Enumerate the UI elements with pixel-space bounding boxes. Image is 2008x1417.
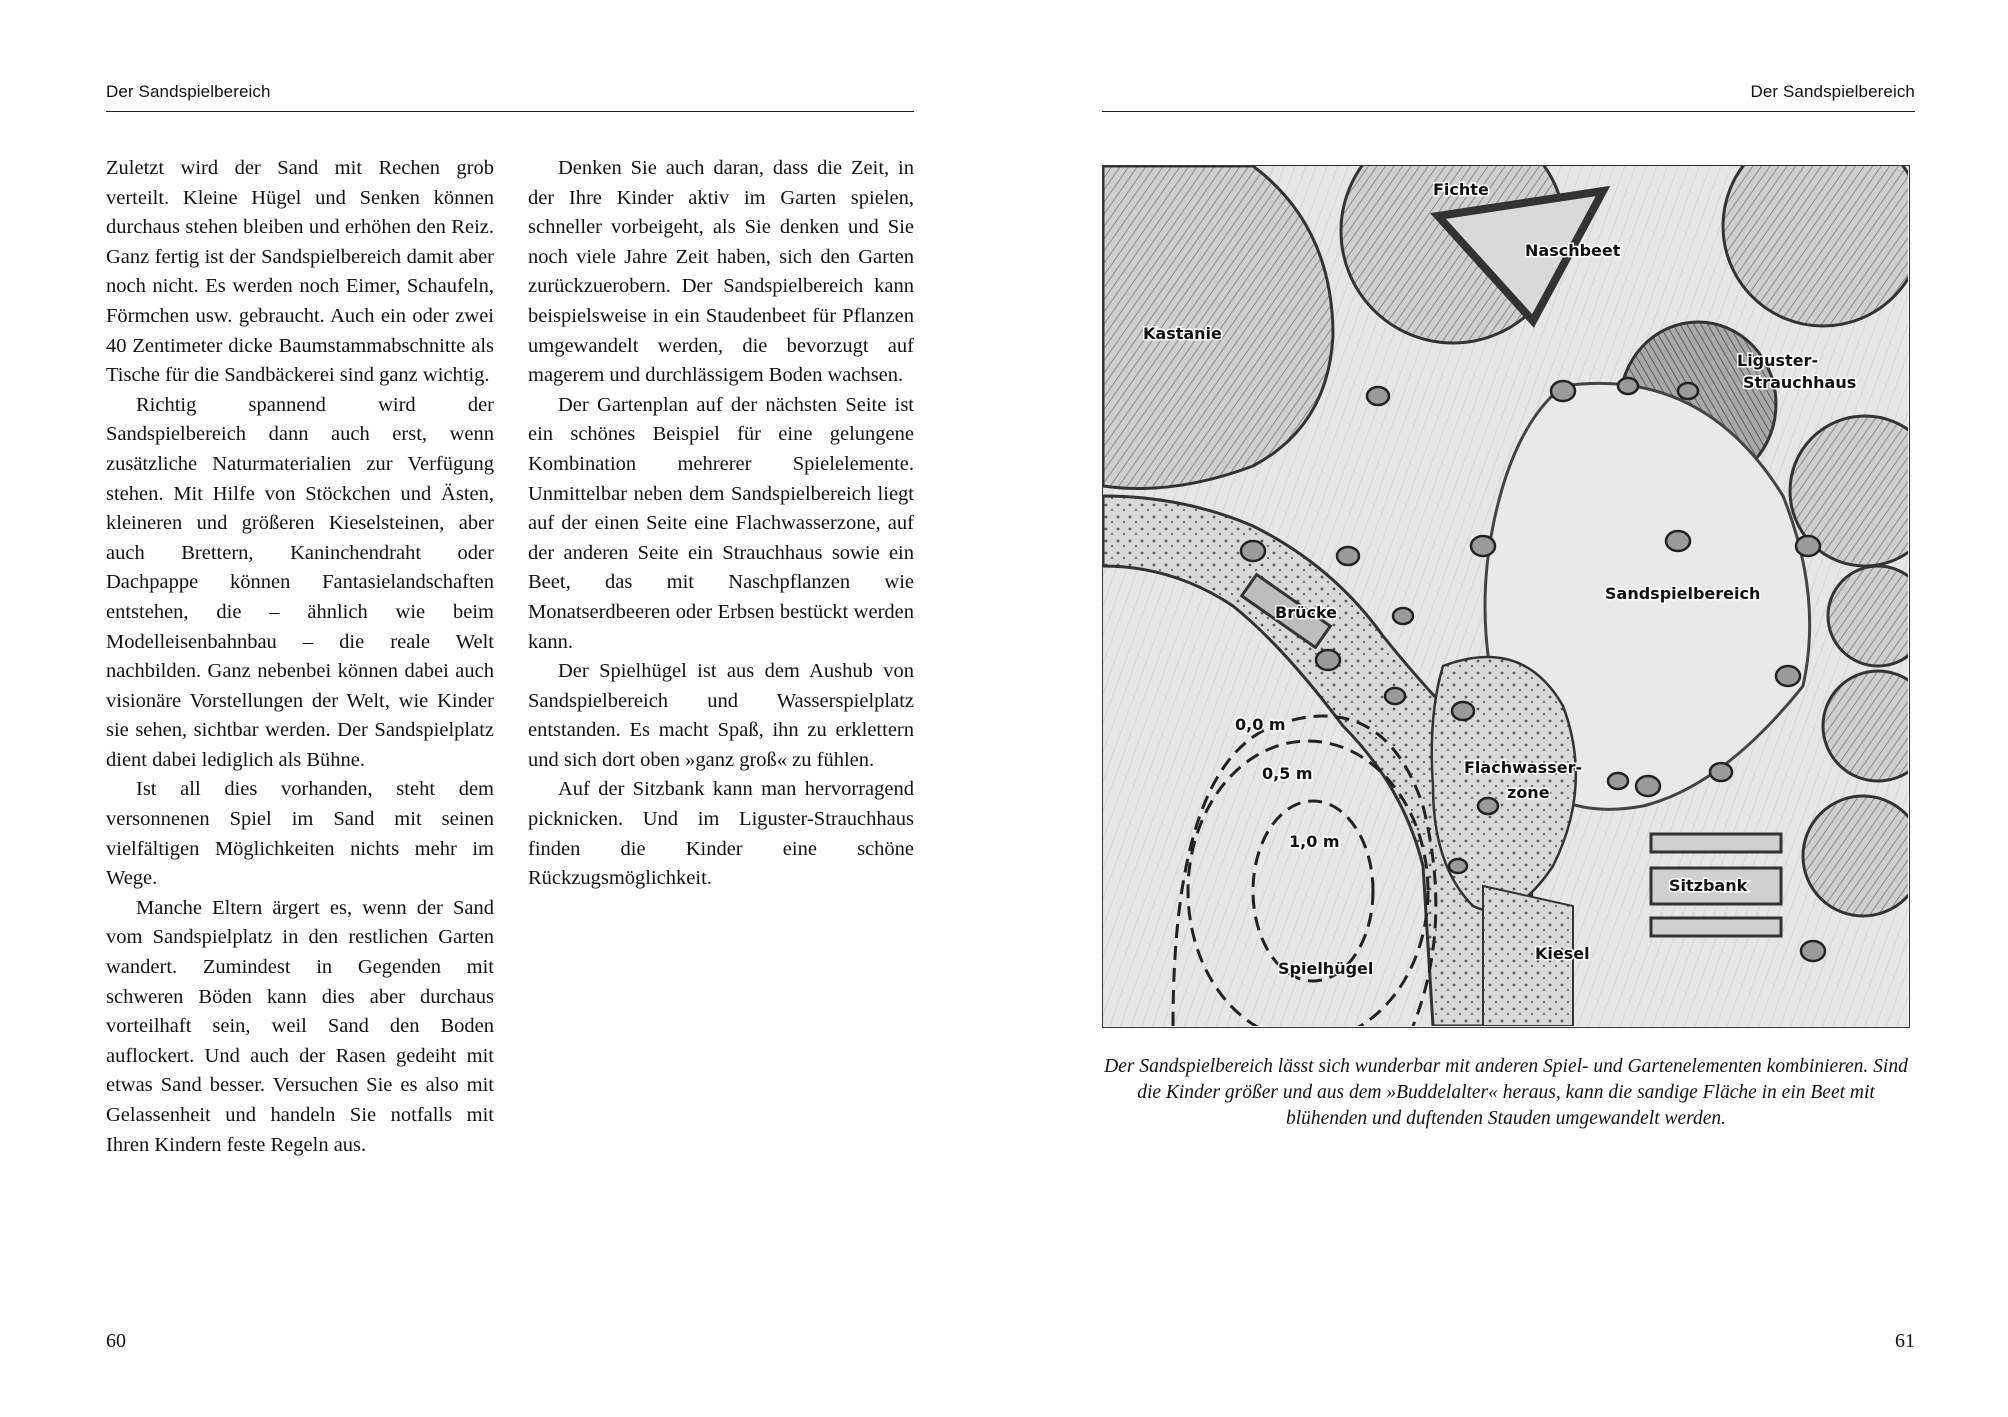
label-pebbles: Kiesel (1535, 944, 1590, 963)
paragraph: Manche Eltern ärgert es, wenn der Sand vom Sandspielplatz in den restlichen Garten wandert. Zumindest in Gegenden mit schweren Böden kann dies aber durchaus vorteilhaft sein, weil Sand den Boden auflockert. Und auch der Rasen gedeiht mit etwas Sand besser. Versuchen Sie es also mit Gelassenheit und handeln Sie notfalls mit Ihren Kindern feste Regeln aus. (106, 896, 494, 1156)
paragraph: Der Gartenplan auf der nächsten Seite ist ein schönes Beispiel für eine gelungene Kombination mehrerer Spielelemente. Unmittelbar neben dem Sandspielbereich liegt auf der einen Seite eine Flachwasserzone, auf der anderen Seite ein Strauchhaus sowie ein Beet, das mit Naschpflanzen wie Monatserdbeeren oder Erbsen bestückt werden kann. (528, 393, 914, 653)
garden-plan-figure (1102, 165, 1910, 1028)
label-height-10: 1,0 m (1289, 832, 1340, 851)
garden-plan-drawing (1103, 166, 1908, 1026)
paragraph: Ist all dies vorhanden, steht dem versonnenen Spiel im Sand mit seinen vielfältigen Möglichkeiten nichts mehr im Wege. (106, 778, 494, 890)
text-column-1 (106, 154, 494, 1160)
page-number-right: 61 (1895, 1330, 1915, 1352)
label-chestnut: Kastanie (1143, 324, 1222, 343)
label-sandpit: Sandspielbereich (1605, 584, 1761, 603)
paragraph: Denken Sie auch daran, dass die Zeit, in der Ihre Kinder aktiv im Garten spielen, schneller vorbeigeht, als Sie denken und Sie noch viele Jahre Zeit haben, sich den Garten zurückzuerobern. Der Sandspielbereich kann beispielsweise in ein Staudenbeet für Pflanzen umgewandelt werden, die bevorzugt auf magerem und durchlässigem Boden wachsen. (528, 157, 914, 387)
running-header-right: Der Sandspielbereich (1750, 82, 1915, 101)
paragraph: Der Spielhügel ist aus dem Aushub von Sandspielbereich und Wasserspielplatz entstanden. Es macht Spaß, ihn zu erklettern und sich dort oben »ganz groß« zu fühlen. (528, 660, 914, 771)
header-rule-right (1102, 111, 1915, 112)
paragraph: Richtig spannend wird der Sandspielbereich dann auch erst, wenn zusätzliche Naturmaterialien zur Verfügung stehen. Mit Hilfe von Stöckchen und Ästen, kleineren und größeren Kieselsteinen, aber auch Brettern, Kaninchendraht oder Dachpappe können Fantasielandschaften entstehen, die – ähnlich wie beim Modelleisenbahnbau – die reale Welt nachbilden. Ganz nebenbei können dabei auch visionäre Vorstellungen der Welt, wie Kinder sie sehen, sichtbar werden. Der Sandspielplatz dient dabei lediglich als Bühne. (106, 393, 494, 771)
label-bridge: Brücke (1275, 603, 1338, 622)
label-play-hill: Spielhügel (1278, 959, 1374, 978)
label-height-05: 0,5 m (1262, 764, 1313, 783)
label-snack-bed: Naschbeet (1525, 241, 1621, 260)
text-column-2 (528, 154, 914, 894)
label-bench: Sitzbank (1669, 876, 1748, 895)
running-header-left: Der Sandspielbereich (106, 82, 271, 101)
paragraph: Zuletzt wird der Sand mit Rechen grob verteilt. Kleine Hügel und Senken können durchaus stehen bleiben und erhöhen den Reiz. Ganz fertig ist der Sandspielbereich damit aber noch nicht. Es werden noch Eimer, Schaufeln, Förmchen usw. gebraucht. Auch ein oder zwei 40 Zentimeter dicke Baumstammabschnitte als Tische für die Sandbäckerei sind ganz wichtig. (106, 157, 494, 387)
paragraph: Auf der Sitzbank kann man hervorragend picknicken. Und im Liguster-Strauchhaus finden die Kinder eine schöne Rückzugsmöglichkeit. (528, 778, 914, 890)
label-privet-1: Liguster- (1737, 351, 1819, 370)
label-shallow-water-1: Flachwasser- (1464, 758, 1583, 777)
figure-caption: Der Sandspielbereich lässt sich wunderbar mit anderen Spiel- und Gartenelementen kombinieren. Sind die Kinder größer und aus dem »Buddelalter« heraus, kann die sandige Fläche in ein Beet mit blühenden und duftenden Stauden umgewandelt werden. (1104, 1056, 1908, 1129)
label-shallow-water-2: zone (1507, 783, 1550, 802)
label-privet-2: Strauchhaus (1743, 373, 1857, 392)
page-number-left: 60 (106, 1330, 126, 1352)
header-rule-left (106, 111, 914, 112)
label-spruce: Fichte (1433, 180, 1489, 199)
shrub-right-4 (1803, 796, 1908, 916)
label-height-0: 0,0 m (1235, 715, 1286, 734)
